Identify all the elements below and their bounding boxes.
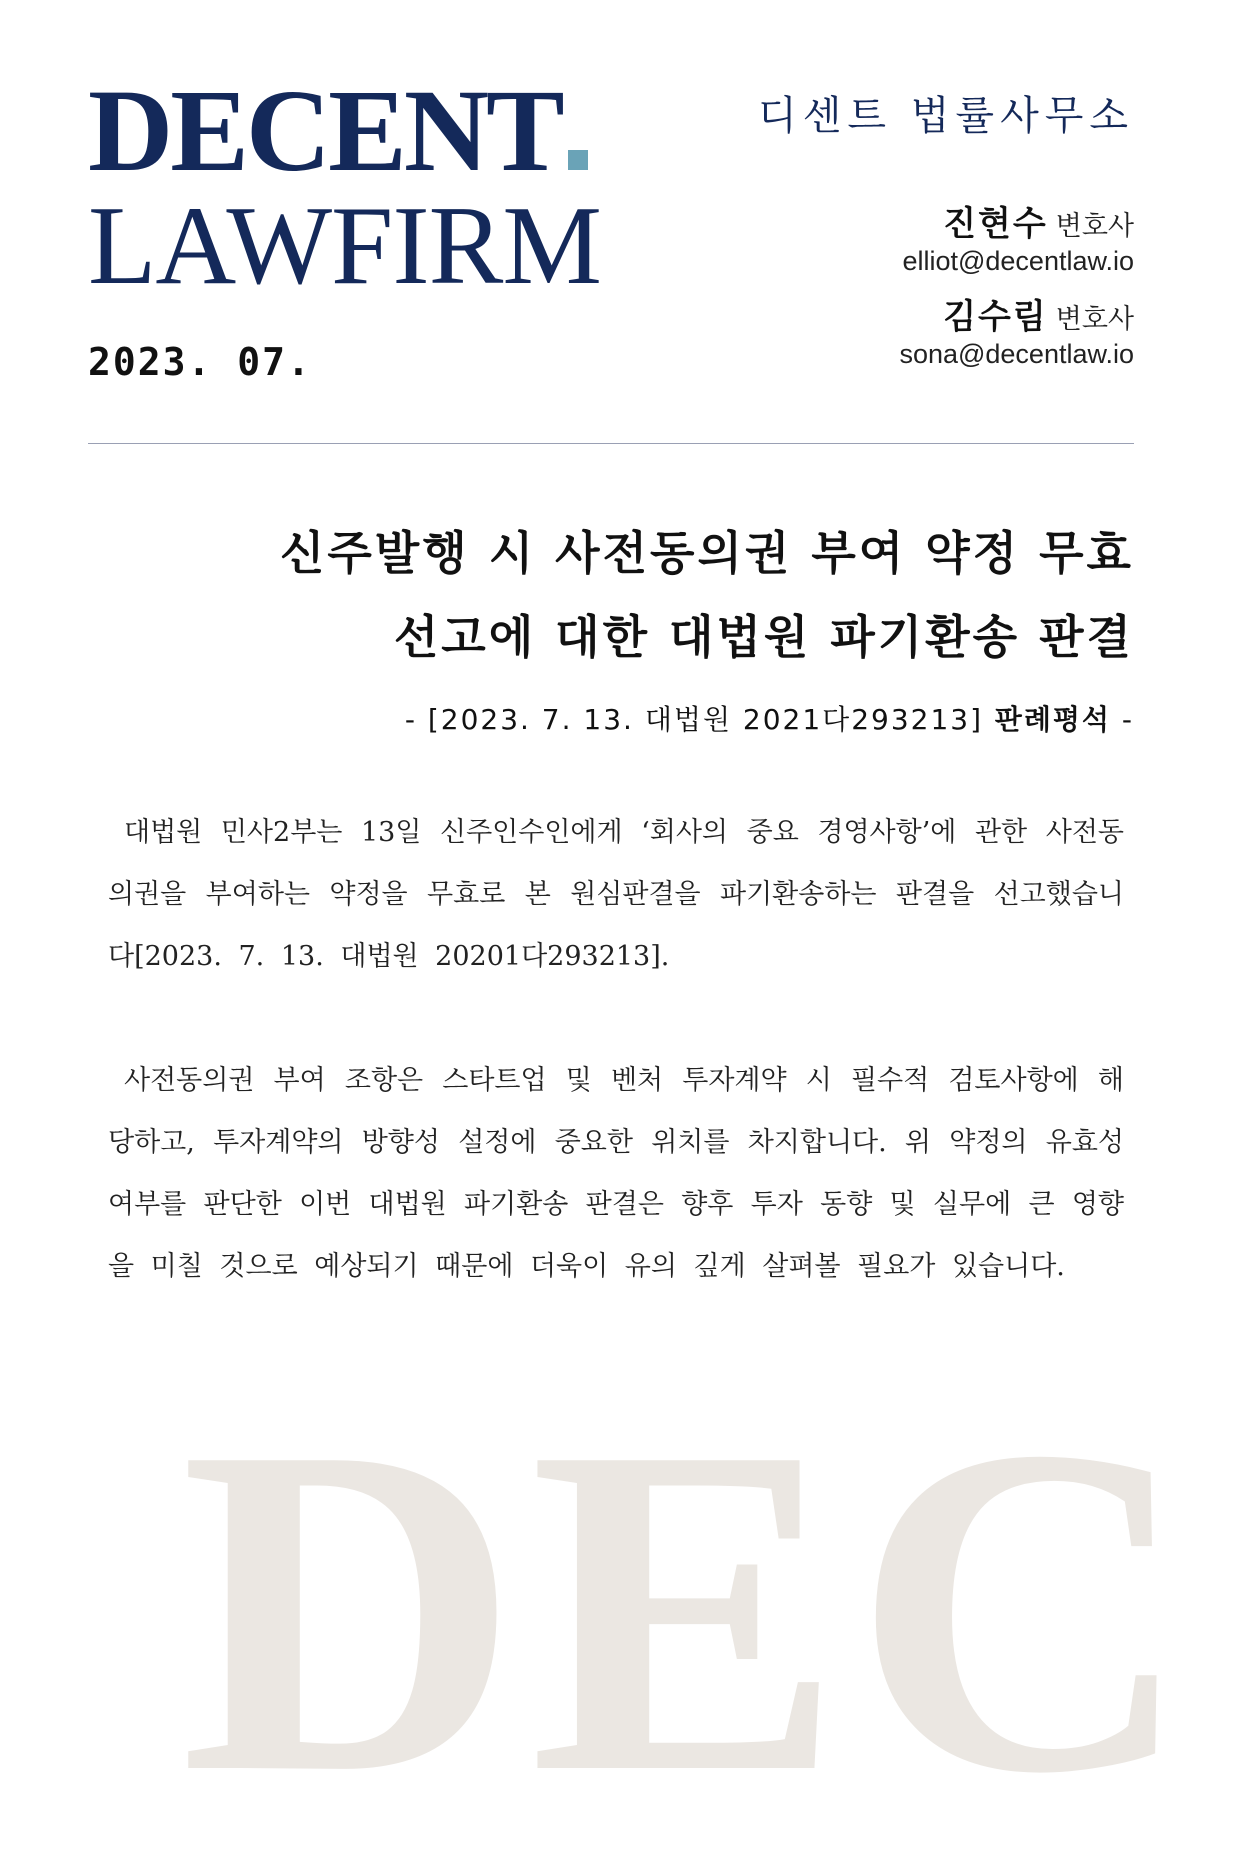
lawyer-contacts — [899, 206, 1134, 392]
logo-dot-icon — [568, 150, 588, 170]
logo-line-lawfirm: LAWFIRM — [88, 184, 601, 308]
subtitle-suffix: - — [1110, 703, 1134, 736]
lawyer-name-line — [899, 206, 1134, 243]
lawyer-title: 변호사 — [1055, 211, 1134, 242]
lawyer-name: 진현수 — [943, 204, 1048, 244]
body-paragraph-2: 사전동의권 부여 조항은 스타트업 및 벤처 투자계약 시 필수적 검토사항에 해당하고, 투자계약의 방향성 설정에 중요한 위치를 차지합니다. 위 약정의 유효성 여부를 판단한 이번 대법원 파기환송 판결은 향후 투자 동향 및 실무에 큰 영향을 미칠 것으로 예상되기 때문에 더욱이 유의 깊게 살펴볼 필요가 있습니다. — [108, 1065, 1124, 1282]
lawyer-title: 변호사 — [1055, 304, 1134, 336]
article-title-block — [279, 526, 1134, 738]
background-watermark: DEC — [180, 1349, 1203, 1870]
article-title-line-2: 선고에 대한 대법원 파기환송 판결 — [393, 610, 1134, 664]
lawyer-email: sona@decentlaw.io — [899, 339, 1134, 370]
logo-text-decent: DECENT — [88, 65, 562, 196]
firm-logo — [88, 65, 688, 308]
body-paragraph-1: 대법원 민사2부는 13일 신주인수인에게 ‘회사의 중요 경영사항’에 관한 사전동의권을 부여하는 약정을 무효로 본 원심판결을 파기환송하는 판결을 선고했습니다[2023. 7. 13. 대법원 20201다293213]. — [108, 817, 1124, 972]
issue-date: 2023. 07. — [88, 340, 312, 384]
article-subtitle — [280, 698, 1134, 738]
lawyer-contact — [899, 299, 1134, 370]
article-title-line-1: 신주발행 시 사전동의권 부여 약정 무효 — [279, 526, 1134, 580]
header-divider — [88, 443, 1134, 444]
lawyer-name: 김수림 — [943, 297, 1048, 338]
firm-name-korean: 디센트 법률사무소 — [758, 93, 1134, 139]
subtitle-label: 판례평석 — [983, 703, 1111, 736]
lawyer-contact — [899, 206, 1134, 277]
lawyer-name-line — [899, 299, 1134, 336]
case-citation: [2023. 7. 13. 대법원 2021다293213] — [427, 703, 984, 736]
logo-line-decent — [88, 65, 688, 196]
subtitle-prefix: - — [404, 703, 428, 736]
lawyer-email: elliot@decentlaw.io — [902, 246, 1134, 277]
